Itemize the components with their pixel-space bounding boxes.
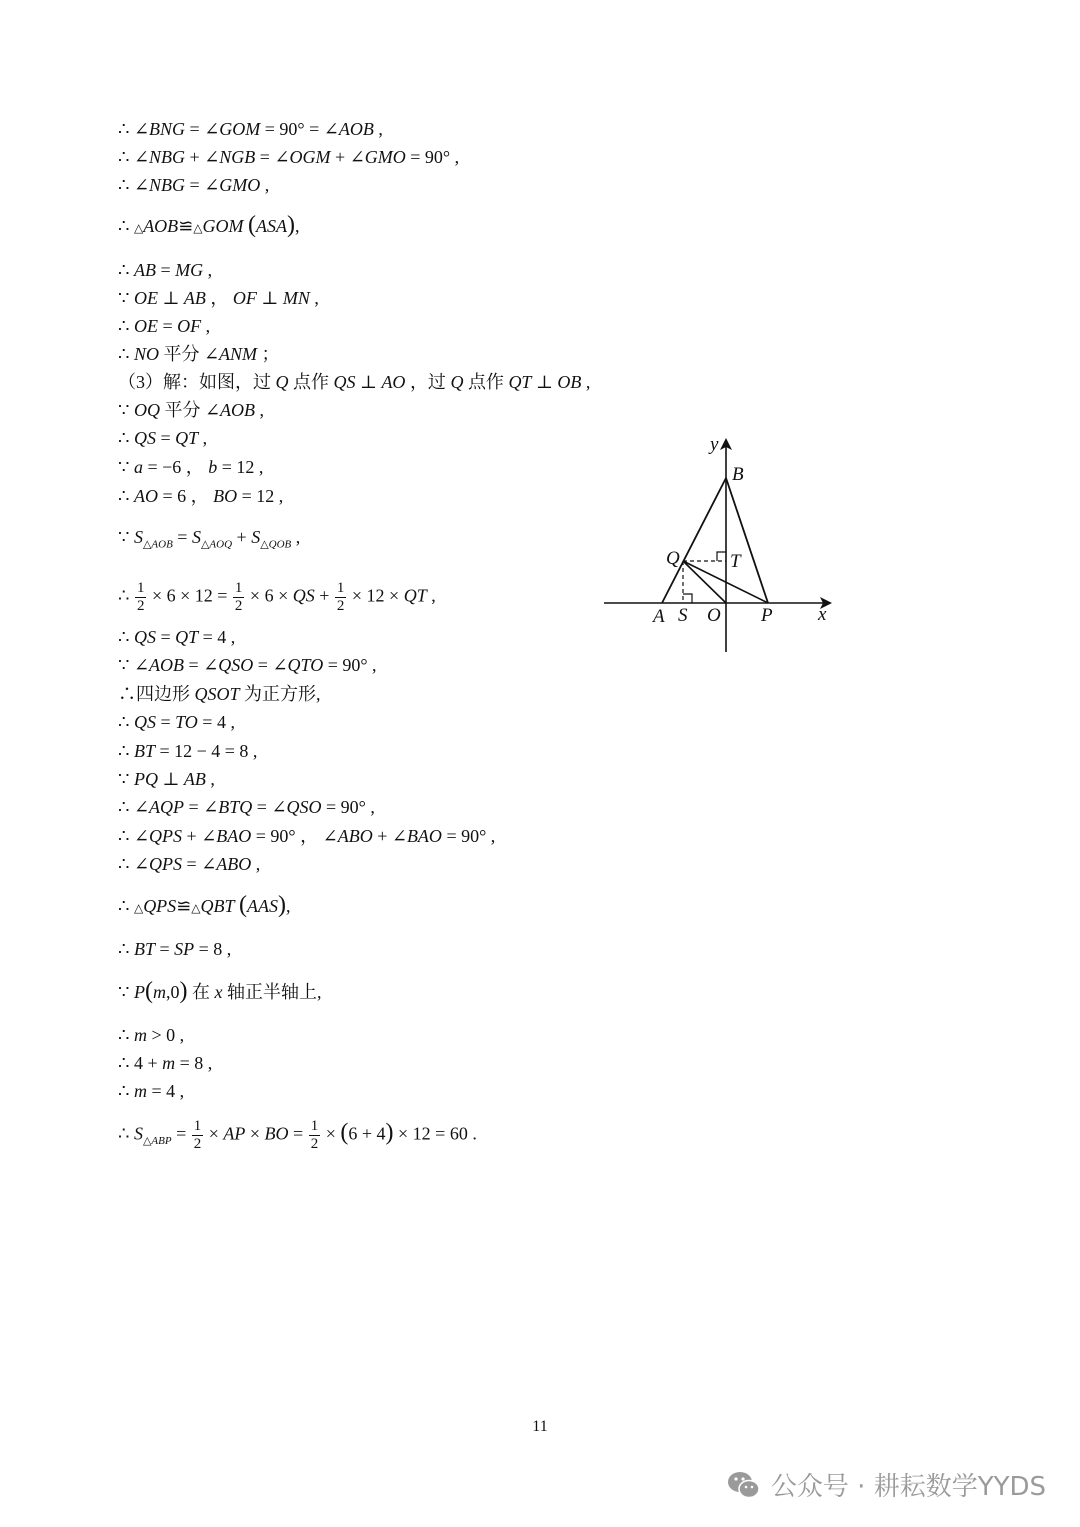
proof-line-5: ∴ AB = MG ,	[118, 260, 213, 280]
segment-QO	[683, 561, 726, 603]
label-P: P	[761, 605, 773, 626]
proof-line-6: ∵ OE ⊥ AB ， OF ⊥ MN ,	[118, 288, 319, 308]
label-A: A	[653, 606, 665, 627]
proof-line-26: ∴ BT = SP = 8 ,	[118, 939, 232, 959]
proof-line-25: ∴ △QPS≌△QBT (AAS),	[118, 892, 291, 918]
label-B: B	[732, 464, 744, 485]
proof-line-4: ∴ △AOB≌△GOM (ASA),	[118, 212, 300, 238]
proof-line-10: ∵ OQ 平分 ∠AOB ,	[118, 400, 265, 420]
right-angle-mark-T	[717, 552, 726, 561]
proof-line-16: ∴ QS = QT = 4 ,	[118, 627, 236, 647]
label-y: y	[710, 434, 719, 455]
proof-line-22: ∴ ∠AQP = ∠BTQ = ∠QSO = 90° ,	[118, 797, 375, 817]
proof-line-12: ∵ a = −6 ， b = 12 ,	[118, 457, 264, 477]
right-angle-mark-S	[683, 594, 692, 603]
label-S: S	[678, 605, 688, 626]
label-O: O	[707, 605, 721, 626]
proof-line-15: ∴ $\frac{1}{2}$ × 6 × 12 = $\frac{1}{2}$ × 6 × QS + $\frac{1}{2}$ × 12 × QT ,	[118, 580, 436, 614]
segment-AB	[662, 478, 726, 603]
segment-BP	[726, 478, 768, 603]
proof-line-23: ∴ ∠QPS + ∠BAO = 90° ， ∠ABO + ∠BAO = 90° ,	[118, 826, 496, 846]
proof-line-28: ∴ m > 0 ,	[118, 1025, 185, 1045]
proof-line-1: ∴ ∠BNG = ∠GOM = 90° = ∠AOB ,	[118, 119, 383, 139]
proof-line-31: ∴ $S_{\triangle ABP}$ = $\frac{1}{2}$ × AP × BO = $\frac{1}{2}$ × (6 + 4) × 12 = 60 .	[118, 1118, 477, 1152]
proof-line-27: ∵ P(m,0) 在 x 轴正半轴上,	[118, 978, 322, 1004]
proof-line-18: ∴四边形 QSOT 为正方形,	[118, 684, 321, 704]
proof-line-11: ∴ QS = QT ,	[118, 428, 208, 448]
proof-line-14: ∵ $S_{\triangle AOB} = S_{\triangle AOQ} + S_{\triangle QOB}$ ,	[118, 527, 301, 551]
watermark-text: 公众号 · 耕耘数学YYDS	[770, 1472, 1046, 1502]
page-number: 11	[532, 1418, 548, 1435]
proof-line-30: ∴ m = 4 ,	[118, 1081, 185, 1101]
fraction: $\frac{1}{2}$	[234, 580, 243, 614]
label-Q: Q	[666, 548, 680, 569]
proof-line-3: ∴ ∠NBG = ∠GMO ,	[118, 175, 270, 195]
fraction: $\frac{1}{2}$	[310, 1118, 319, 1152]
proof-line-7: ∴ OE = OF ,	[118, 316, 211, 336]
proof-line-8: ∴ NO 平分 ∠ANM ；	[118, 344, 280, 364]
proof-line-21: ∵ PQ ⊥ AB ,	[118, 769, 215, 789]
proof-line-19: ∴ QS = TO = 4 ,	[118, 712, 235, 732]
watermark	[727, 1466, 1046, 1503]
label-T: T	[730, 551, 741, 572]
proof-line-20: ∴ BT = 12 − 4 = 8 ,	[118, 741, 258, 761]
proof-line-13: ∴ AO = 6 ， BO = 12 ,	[118, 486, 284, 506]
proof-line-29: ∴ 4 + m = 8 ,	[118, 1053, 213, 1073]
proof-line-17: ∵ ∠AOB = ∠QSO = ∠QTO = 90° ,	[118, 655, 377, 675]
geometry-figure	[600, 430, 840, 660]
fraction: $\frac{1}{2}$	[193, 1118, 202, 1152]
label-x: x	[818, 604, 827, 625]
proof-line-24: ∴ ∠QPS = ∠ABO ,	[118, 854, 261, 874]
proof-line-2: ∴ ∠NBG + ∠NGB = ∠OGM + ∠GMO = 90° ,	[118, 147, 460, 167]
wechat-icon	[727, 1470, 761, 1500]
fraction: $\frac{1}{2}$	[336, 580, 345, 614]
fraction: $\frac{1}{2}$	[136, 580, 145, 614]
proof-line-9: （3）解：如图，过 Q 点作 QS ⊥ AO ，过 Q 点作 QT ⊥ OB ,	[118, 372, 591, 392]
